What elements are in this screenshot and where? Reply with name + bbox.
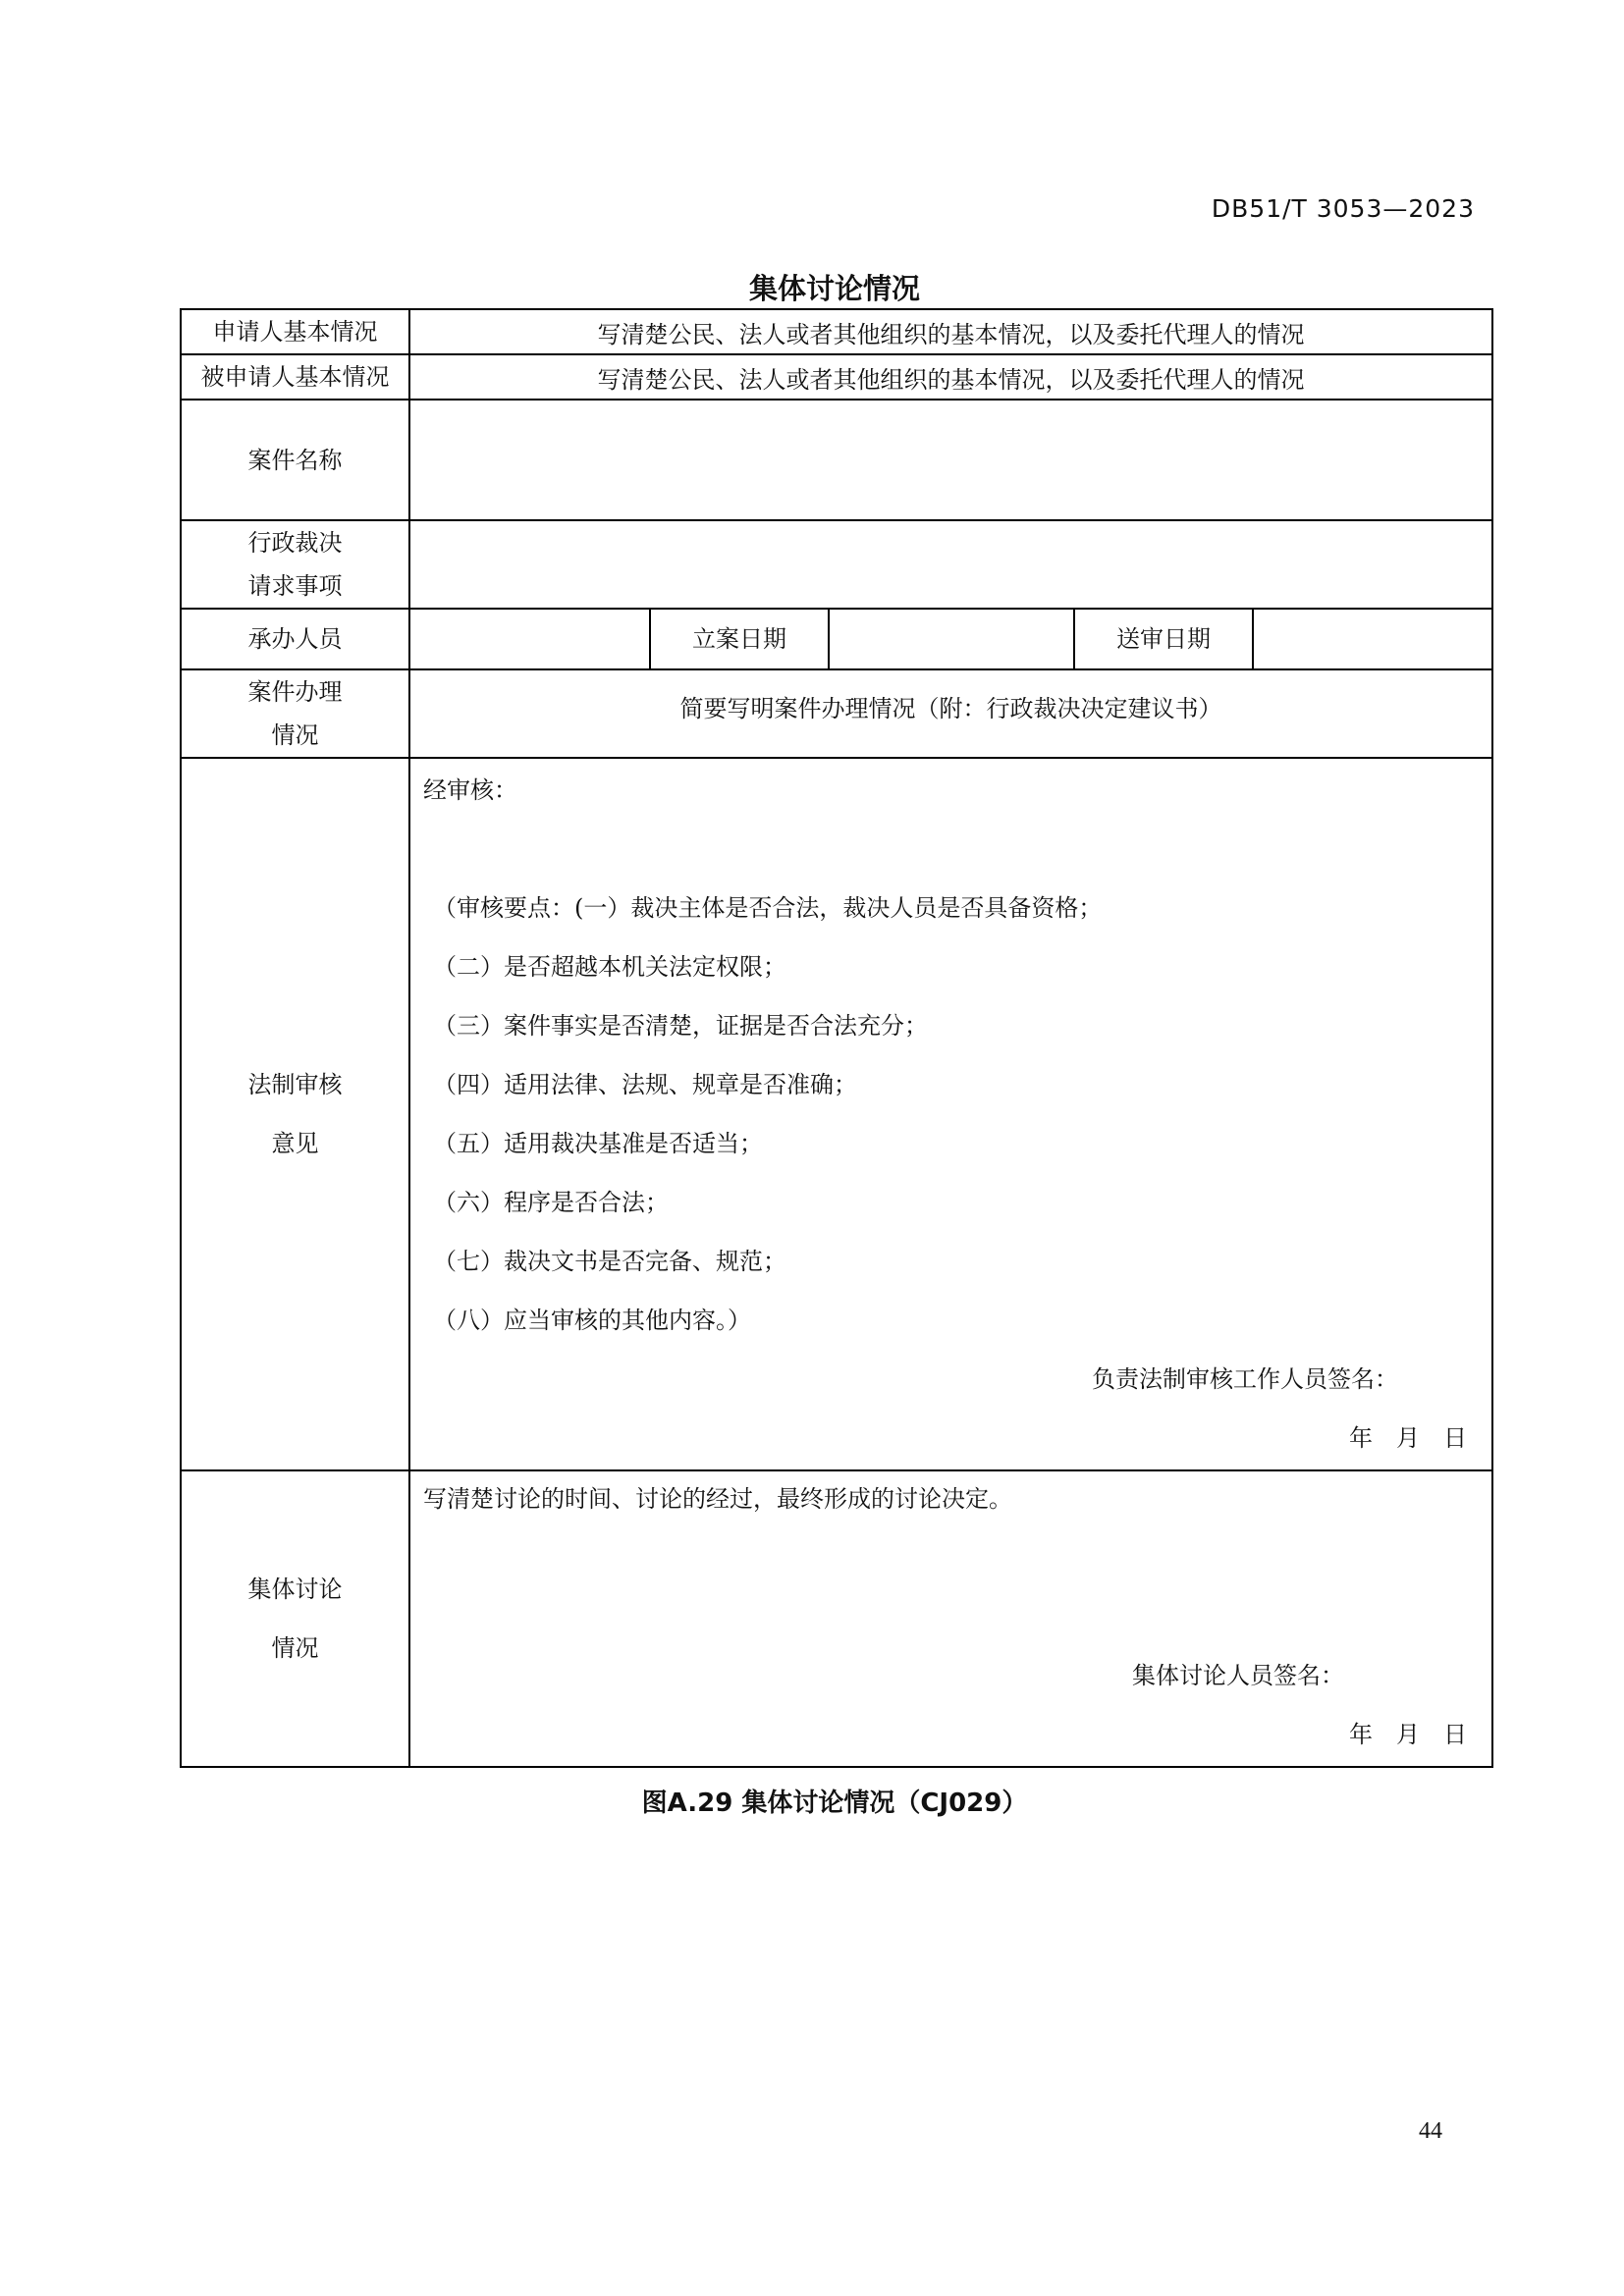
case-name-value [409, 400, 1492, 520]
legal-review-content [409, 758, 1492, 1470]
review-point: （五）适用裁决基准是否适当； [433, 1130, 763, 1157]
request-value [409, 520, 1492, 609]
review-point: （六）程序是否合法； [433, 1189, 669, 1216]
handler-value [409, 609, 650, 669]
group-discussion-label-line2: 情况 [271, 1634, 319, 1662]
review-point: （三）案件事实是否清楚，证据是否合法充分； [433, 1012, 928, 1040]
document-code: DB51/T 3053—2023 [1211, 194, 1475, 223]
legal-review-label [181, 758, 409, 1470]
legal-review-intro: 经审核： [423, 776, 517, 804]
applicant-row [181, 309, 1492, 354]
review-points-list [423, 879, 1467, 1350]
submit-date-label: 送审日期 [1074, 609, 1253, 669]
applicant-label: 申请人基本情况 [181, 309, 409, 354]
handler-row [181, 609, 1492, 669]
handling-label-line2: 情况 [271, 721, 319, 749]
respondent-value: 写清楚公民、法人或者其他组织的基本情况，以及委托代理人的情况 [409, 354, 1492, 400]
handling-value: 简要写明案件办理情况（附：行政裁决决定建议书） [409, 669, 1492, 758]
legal-review-label-line2: 意见 [271, 1130, 319, 1157]
handling-label-line1: 案件办理 [247, 678, 343, 706]
handling-row [181, 669, 1492, 758]
group-discussion-intro: 写清楚讨论的时间、讨论的经过，最终形成的讨论决定。 [423, 1485, 1012, 1513]
group-discussion-content [409, 1470, 1492, 1767]
figure-caption: 图A.29 集体讨论情况（CJ029） [641, 1789, 1028, 1818]
group-discussion-signature: 集体讨论人员签名： [1132, 1662, 1345, 1689]
filing-date-value [829, 609, 1074, 669]
review-point: （七）裁决文书是否完备、规范； [433, 1248, 786, 1275]
group-discussion-date: 年 月 日 [1349, 1721, 1468, 1748]
case-name-label: 案件名称 [181, 400, 409, 520]
request-row [181, 520, 1492, 609]
review-point: （二）是否超越本机关法定权限； [433, 953, 786, 981]
submit-date-value [1253, 609, 1492, 669]
filing-date-label: 立案日期 [650, 609, 829, 669]
review-point: （审核要点：(一）裁决主体是否合法，裁决人员是否具备资格； [433, 894, 1103, 922]
review-point: （八）应当审核的其他内容。） [433, 1307, 751, 1334]
legal-review-label-line1: 法制审核 [247, 1071, 343, 1098]
legal-review-date: 年 月 日 [1349, 1424, 1468, 1452]
group-discussion-label [181, 1470, 409, 1767]
legal-review-row [181, 758, 1492, 1470]
review-point: （四）适用法律、法规、规章是否准确； [433, 1071, 857, 1098]
group-discussion-label-line1: 集体讨论 [247, 1575, 343, 1603]
request-label [181, 520, 409, 609]
page-number: 44 [1419, 2118, 1442, 2144]
legal-review-signature: 负责法制审核工作人员签名： [1092, 1365, 1399, 1393]
request-label-line1: 行政裁决 [247, 529, 343, 557]
group-discussion-row [181, 1470, 1492, 1767]
handling-label [181, 669, 409, 758]
collective-discussion-form [180, 308, 1493, 1768]
case-name-row [181, 400, 1492, 520]
respondent-label: 被申请人基本情况 [181, 354, 409, 400]
handler-label: 承办人员 [181, 609, 409, 669]
request-label-line2: 请求事项 [247, 572, 343, 600]
applicant-value: 写清楚公民、法人或者其他组织的基本情况，以及委托代理人的情况 [409, 309, 1492, 354]
respondent-row [181, 354, 1492, 400]
form-title: 集体讨论情况 [748, 272, 920, 305]
